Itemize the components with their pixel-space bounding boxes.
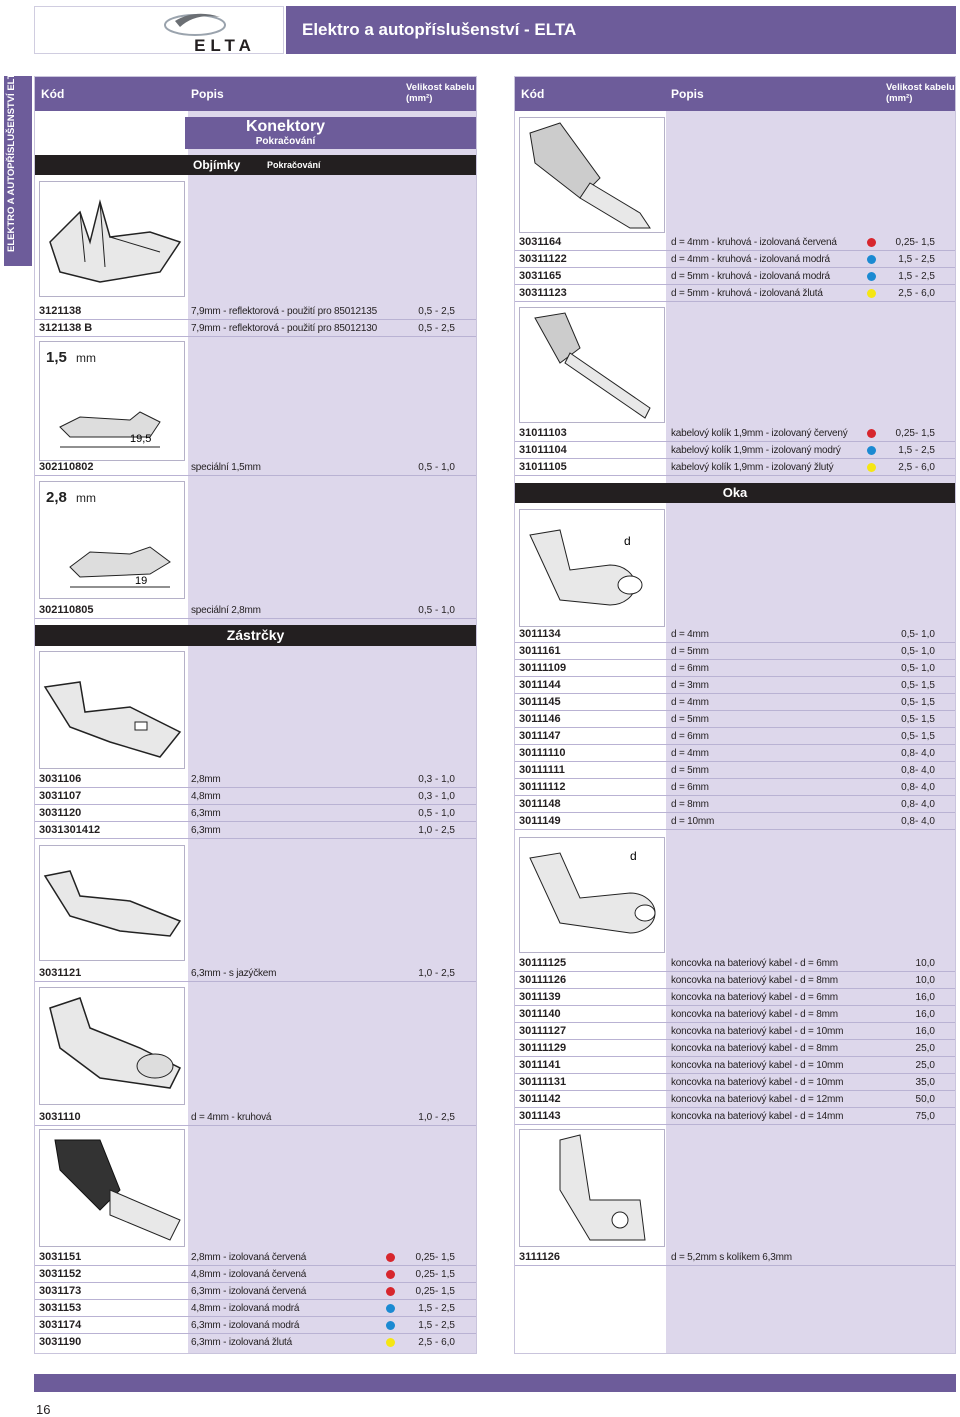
table-row: 31011105 kabelový kolík 1,9mm - izolovaný žlutý 2,5 - 6,0 xyxy=(515,459,955,476)
table-row: 3031301412 6,3mm 1,0 - 2,5 xyxy=(35,822,476,839)
color-dot xyxy=(867,446,876,455)
product-image-zastrcka xyxy=(39,651,185,769)
table-row: 3011145 d = 4mm 0,5- 1,5 xyxy=(515,694,955,711)
table-row: 30111127 koncovka na bateriový kabel - d = 10mm 16,0 xyxy=(515,1023,955,1040)
header-size: Velikost kabelu (mm²) xyxy=(406,82,475,104)
table-row: 3011148 d = 8mm 0,8- 4,0 xyxy=(515,796,955,813)
svg-text:19: 19 xyxy=(135,575,148,587)
table-row: 3011144 d = 3mm 0,5- 1,5 xyxy=(515,677,955,694)
color-dot xyxy=(386,1253,395,1262)
table-row: 30111112 d = 6mm 0,8- 4,0 xyxy=(515,779,955,796)
product-image-kruhova-izolovana xyxy=(519,117,665,233)
table-row: 30111125 koncovka na bateriový kabel - d = 6mm 10,0 xyxy=(515,955,955,972)
right-column xyxy=(514,76,956,1354)
svg-text:2,8: 2,8 xyxy=(46,489,67,506)
color-dot xyxy=(867,429,876,438)
svg-text:19,5: 19,5 xyxy=(130,433,152,445)
svg-text:d: d xyxy=(630,849,637,863)
header-code: Kód xyxy=(41,87,65,101)
header-code: Kód xyxy=(521,87,545,101)
svg-text:1,5: 1,5 xyxy=(46,349,67,366)
table-row: 30111111 d = 5mm 0,8- 4,0 xyxy=(515,762,955,779)
footer-bar xyxy=(34,1374,956,1392)
table-row: 3031106 2,8mm 0,3 - 1,0 xyxy=(35,771,476,788)
left-table-header xyxy=(35,77,476,111)
side-tab-label: ELEKTRO A AUTOPŘÍSLUŠENSTVÍ ELTA xyxy=(6,67,17,252)
table-row: 3011142 koncovka na bateriový kabel - d = 12mm 50,0 xyxy=(515,1091,955,1108)
table-row: 302110805 speciální 2,8mm 0,5 - 1,0 xyxy=(35,602,476,619)
product-image-kabelovy-kolik xyxy=(519,307,665,423)
color-dot xyxy=(867,272,876,281)
table-row: 30311122 d = 4mm - kruhová - izolovaná modrá 1,5 - 2,5 xyxy=(515,251,955,268)
header-desc: Popis xyxy=(191,87,224,101)
color-dot xyxy=(867,255,876,264)
section-oka: Oka xyxy=(515,483,955,503)
logo-text: ELTA xyxy=(194,36,256,55)
product-image-izolovana-zastrcka xyxy=(39,1129,185,1247)
table-row: 3031190 6,3mm - izolovaná žlutá 2,5 - 6,0 xyxy=(39,1336,455,1348)
product-image-302110802 xyxy=(39,341,185,461)
color-dot xyxy=(386,1338,395,1347)
color-dot xyxy=(867,238,876,247)
left-column xyxy=(34,76,477,1354)
table-row: 3031165 d = 5mm - kruhová - izolovaná modrá 1,5 - 2,5 xyxy=(515,268,955,285)
table-row: 3031153 4,8mm - izolovaná modrá 1,5 - 2,5 xyxy=(35,1300,476,1317)
table-row: 30111131 koncovka na bateriový kabel - d = 10mm 35,0 xyxy=(515,1074,955,1091)
svg-text:mm: mm xyxy=(76,491,96,505)
elta-logo-icon xyxy=(35,7,285,55)
table-row: 3121138 7,9mm - reflektorová - použití pro 85012135 0,5 - 2,5 xyxy=(35,303,476,320)
section-zastrcky: Zástrčky xyxy=(35,625,476,646)
table-row: 3031121 6,3mm - s jazýčkem 1,0 - 2,5 xyxy=(35,965,476,982)
table-row: 3121138 B 7,9mm - reflektorová - použití pro 85012130 0,5 - 2,5 xyxy=(35,320,476,337)
side-tab xyxy=(4,67,32,266)
product-image-oko xyxy=(519,509,665,627)
page-title: Elektro a autopříslušenství - ELTA xyxy=(286,6,956,54)
table-row: 31011104 kabelový kolík 1,9mm - izolovaný modrý 1,5 - 2,5 xyxy=(515,442,955,459)
table-row: 30311123 d = 5mm - kruhová - izolovaná žlutá 2,5 - 6,0 xyxy=(515,285,955,302)
product-image-3111126 xyxy=(519,1129,665,1247)
product-image-302110805 xyxy=(39,481,185,599)
table-row: 3011161 d = 5mm 0,5- 1,0 xyxy=(515,643,955,660)
table-row: 3011134 d = 4mm 0,5- 1,0 xyxy=(515,626,955,643)
color-dot xyxy=(867,289,876,298)
table-row: 3011149 d = 10mm 0,8- 4,0 xyxy=(515,813,955,830)
connector-drawing-icon xyxy=(40,182,184,296)
table-row: 3011140 koncovka na bateriový kabel - d = 8mm 16,0 xyxy=(515,1006,955,1023)
header-size: Velikost kabelu (mm²) xyxy=(886,82,955,104)
product-image-3031110 xyxy=(39,987,185,1105)
table-row: 30111109 d = 6mm 0,5- 1,0 xyxy=(515,660,955,677)
table-row: 3011146 d = 5mm 0,5- 1,5 xyxy=(515,711,955,728)
table-row: 3111126 d = 5,2mm s kolíkem 6,3mm xyxy=(515,1249,955,1266)
table-row: 31011103 kabelový kolík 1,9mm - izolovaný červený 0,25- 1,5 xyxy=(515,425,955,442)
product-image-koncovka xyxy=(519,837,665,953)
table-row: 3011143 koncovka na bateriový kabel - d = 14mm 75,0 xyxy=(515,1108,955,1125)
color-dot xyxy=(386,1287,395,1296)
header-desc: Popis xyxy=(671,87,704,101)
svg-text:mm: mm xyxy=(76,351,96,365)
product-image-objimka xyxy=(39,181,185,297)
page-number: 16 xyxy=(36,1402,51,1417)
section-objimky: Objímky Pokračování xyxy=(35,155,476,175)
color-dot xyxy=(386,1321,395,1330)
table-row: 3031151 2,8mm - izolovaná červená 0,25- 1,5 xyxy=(35,1249,476,1266)
table-row: 3011147 d = 6mm 0,5- 1,5 xyxy=(515,728,955,745)
table-row: 302110802 speciální 1,5mm 0,5 - 1,0 xyxy=(35,459,476,476)
table-row: 3031164 d = 4mm - kruhová - izolovaná červená 0,25- 1,5 xyxy=(515,234,955,251)
right-table-header xyxy=(515,77,955,111)
color-dot xyxy=(867,463,876,472)
table-row: 3031120 6,3mm 0,5 - 1,0 xyxy=(35,805,476,822)
table-row: 30111110 d = 4mm 0,8- 4,0 xyxy=(515,745,955,762)
table-row: 3031174 6,3mm - izolovaná modrá 1,5 - 2,5 xyxy=(35,1317,476,1334)
table-row: 3011141 koncovka na bateriový kabel - d = 10mm 25,0 xyxy=(515,1057,955,1074)
table-row: 3031110 d = 4mm - kruhová 1,0 - 2,5 xyxy=(35,1109,476,1126)
table-row: 3031152 4,8mm - izolovaná červená 0,25- 1,5 xyxy=(35,1266,476,1283)
svg-text:d: d xyxy=(624,534,631,548)
table-row: 3031107 4,8mm 0,3 - 1,0 xyxy=(35,788,476,805)
table-row: 3031173 6,3mm - izolovaná červená 0,25- 1,5 xyxy=(35,1283,476,1300)
table-row: 3011139 koncovka na bateriový kabel - d = 6mm 16,0 xyxy=(515,989,955,1006)
table-row: 30111126 koncovka na bateriový kabel - d = 8mm 10,0 xyxy=(515,972,955,989)
section-konektory: Konektory Pokračování xyxy=(185,117,476,149)
product-image-3031121 xyxy=(39,845,185,961)
color-dot xyxy=(386,1270,395,1279)
color-dot xyxy=(386,1304,395,1313)
elta-logo xyxy=(34,6,284,54)
table-row: 30111129 koncovka na bateriový kabel - d = 8mm 25,0 xyxy=(515,1040,955,1057)
